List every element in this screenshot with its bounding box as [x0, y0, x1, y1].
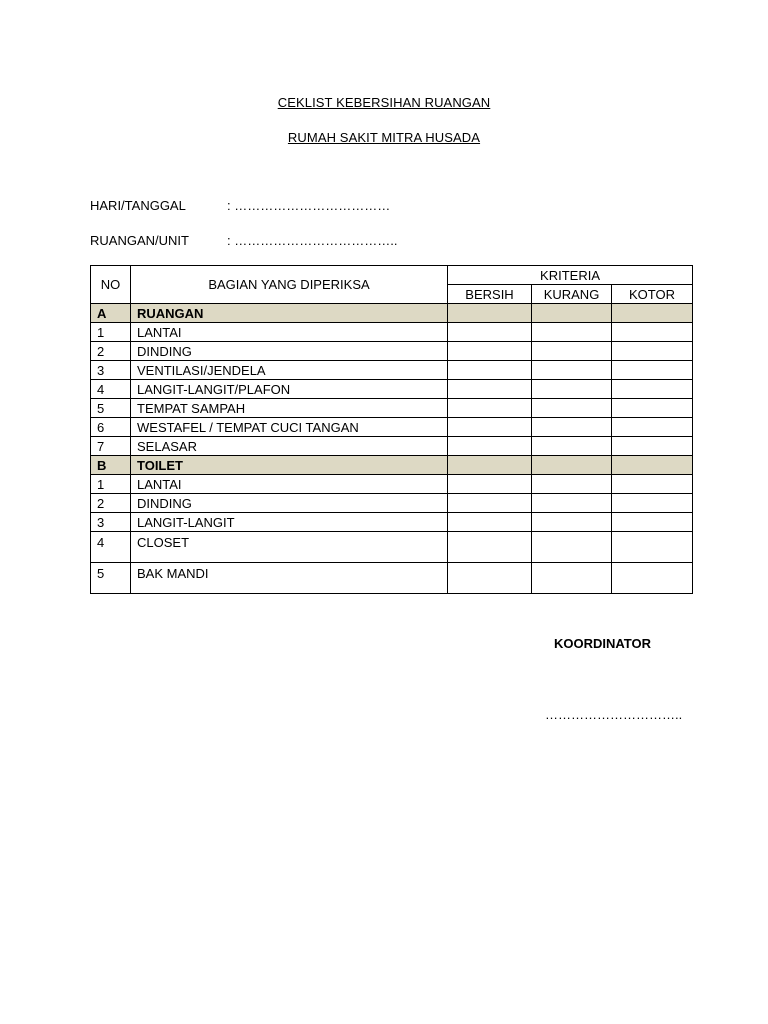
cell-kurang	[532, 323, 612, 342]
item-label: DINDING	[131, 494, 448, 513]
item-no: 1	[91, 323, 131, 342]
cell-kotor	[612, 532, 693, 563]
section-name: TOILET	[131, 456, 448, 475]
cell-kotor	[612, 361, 693, 380]
cell-kotor	[612, 323, 693, 342]
section-code: A	[91, 304, 131, 323]
koordinator-label: KOORDINATOR	[554, 636, 652, 651]
cell-kotor	[612, 563, 693, 594]
item-no: 2	[91, 494, 131, 513]
table-row	[91, 418, 693, 437]
cell-kurang	[532, 399, 612, 418]
section-row	[91, 456, 693, 475]
cell-kurang	[532, 361, 612, 380]
header-kurang: KURANG	[532, 285, 612, 304]
table-row	[91, 361, 693, 380]
cell-bersih	[448, 399, 532, 418]
item-label: WESTAFEL / TEMPAT CUCI TANGAN	[131, 418, 448, 437]
item-no: 7	[91, 437, 131, 456]
cell-kurang	[532, 418, 612, 437]
cell-kurang	[532, 475, 612, 494]
cell-kurang	[532, 304, 612, 323]
item-no: 5	[91, 399, 131, 418]
cell-bersih	[448, 532, 532, 563]
signature-line: …………………………..	[545, 707, 683, 722]
header-bagian: BAGIAN YANG DIPERIKSA	[131, 266, 448, 304]
field-hari-tanggal	[90, 198, 390, 213]
cell-kotor	[612, 456, 693, 475]
cell-bersih	[448, 513, 532, 532]
field-ruangan-unit	[90, 233, 397, 248]
header-kriteria: KRITERIA	[448, 266, 693, 285]
table-row	[91, 437, 693, 456]
cell-kotor	[612, 304, 693, 323]
item-label: BAK MANDI	[131, 563, 448, 594]
field-value: : ………………………………	[227, 198, 391, 213]
item-no: 1	[91, 475, 131, 494]
cell-kurang	[532, 494, 612, 513]
item-label: LANTAI	[131, 475, 448, 494]
document-title: CEKLIST KEBERSIHAN RUANGAN	[277, 95, 491, 110]
cell-kurang	[532, 513, 612, 532]
item-no: 3	[91, 361, 131, 380]
section-name: RUANGAN	[131, 304, 448, 323]
field-value: : ………………………………..	[227, 233, 398, 248]
item-label: CLOSET	[131, 532, 448, 563]
checklist-table	[90, 265, 693, 594]
table-row	[91, 475, 693, 494]
table-row	[91, 513, 693, 532]
table-row	[91, 399, 693, 418]
item-label: LANTAI	[131, 323, 448, 342]
cell-bersih	[448, 456, 532, 475]
item-label: DINDING	[131, 342, 448, 361]
field-label: HARI/TANGGAL	[90, 198, 186, 213]
cell-kotor	[612, 494, 693, 513]
cell-kotor	[612, 513, 693, 532]
cell-bersih	[448, 418, 532, 437]
cell-kotor	[612, 399, 693, 418]
item-no: 4	[91, 380, 131, 399]
cell-kotor	[612, 342, 693, 361]
cell-kurang	[532, 437, 612, 456]
item-label: VENTILASI/JENDELA	[131, 361, 448, 380]
item-no: 4	[91, 532, 131, 563]
cell-bersih	[448, 323, 532, 342]
cell-kurang	[532, 380, 612, 399]
header-no: NO	[91, 266, 131, 304]
table-row	[91, 532, 693, 563]
header-kotor: KOTOR	[612, 285, 693, 304]
cell-kurang	[532, 532, 612, 563]
cell-kotor	[612, 380, 693, 399]
table-row	[91, 380, 693, 399]
item-label: TEMPAT SAMPAH	[131, 399, 448, 418]
table-row	[91, 494, 693, 513]
item-label: SELASAR	[131, 437, 448, 456]
field-label: RUANGAN/UNIT	[90, 233, 189, 248]
cell-bersih	[448, 475, 532, 494]
item-no: 3	[91, 513, 131, 532]
item-no: 2	[91, 342, 131, 361]
cell-bersih	[448, 304, 532, 323]
cell-bersih	[448, 563, 532, 594]
item-label: LANGIT-LANGIT	[131, 513, 448, 532]
item-no: 6	[91, 418, 131, 437]
cell-kotor	[612, 437, 693, 456]
item-label: LANGIT-LANGIT/PLAFON	[131, 380, 448, 399]
table-row	[91, 342, 693, 361]
cell-bersih	[448, 342, 532, 361]
cell-bersih	[448, 494, 532, 513]
table-row	[91, 323, 693, 342]
section-code: B	[91, 456, 131, 475]
cell-bersih	[448, 380, 532, 399]
cell-kurang	[532, 342, 612, 361]
table-body	[91, 304, 693, 594]
section-row	[91, 304, 693, 323]
header-bersih: BERSIH	[448, 285, 532, 304]
cell-kurang	[532, 456, 612, 475]
document-subtitle: RUMAH SAKIT MITRA HUSADA	[287, 130, 481, 145]
cell-bersih	[448, 361, 532, 380]
cell-kotor	[612, 475, 693, 494]
table-row	[91, 563, 693, 594]
cell-kotor	[612, 418, 693, 437]
item-no: 5	[91, 563, 131, 594]
cell-bersih	[448, 437, 532, 456]
cell-kurang	[532, 563, 612, 594]
